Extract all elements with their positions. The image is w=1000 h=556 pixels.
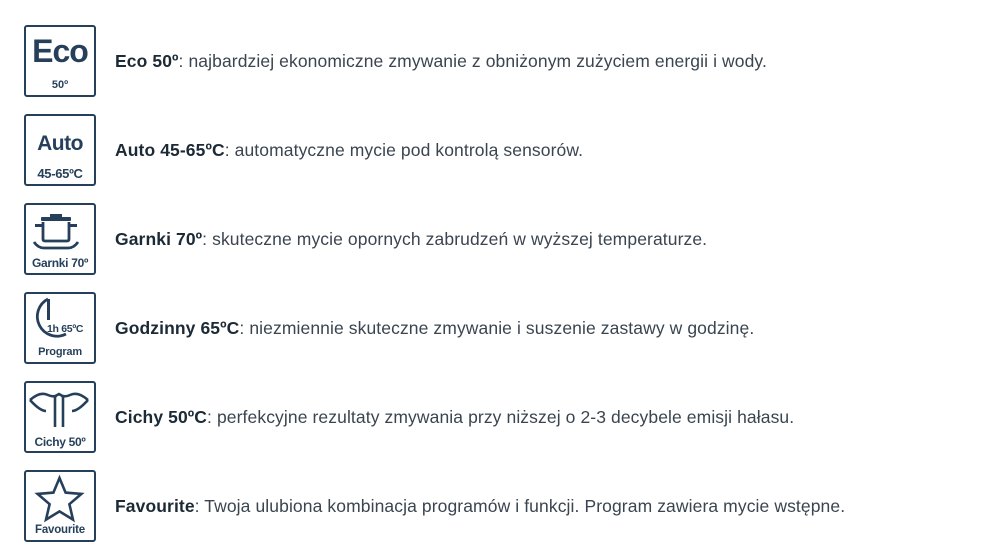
icon-small-label: 45-65ºC (37, 166, 83, 181)
program-text: najbardziej ekonomiczne zmywanie z obniżonym zużyciem energii i wody. (188, 51, 767, 71)
program-separator: : (194, 496, 205, 516)
program-text: Twoja ulubiona kombinacja programów i funkcji. Program zawiera mycie wstępne. (204, 496, 846, 516)
program-name: Godzinny 65ºC (115, 318, 240, 338)
clock-icon (24, 292, 96, 364)
pot-icon (24, 203, 96, 275)
eco-icon (24, 25, 96, 97)
program-description (115, 140, 583, 161)
icon-small-label: 50º (51, 79, 69, 91)
program-row-auto (24, 114, 984, 190)
icon-big-label: Auto (37, 132, 83, 155)
program-separator: : (202, 229, 213, 249)
program-name: Cichy 50ºC (115, 407, 208, 427)
program-description (115, 407, 794, 428)
icon-big-label: Eco (32, 33, 88, 69)
program-name: Eco 50º (115, 51, 179, 71)
silence-icon (24, 381, 96, 453)
program-separator: : (239, 318, 250, 338)
program-separator: : (207, 407, 217, 427)
program-name: Auto 45-65ºC (115, 140, 225, 160)
program-row-favourite (24, 470, 984, 546)
program-description (115, 229, 707, 250)
program-text: skuteczne mycie opornych zabrudzeń w wyższej temperaturze. (212, 229, 708, 249)
icon-small-label: Favourite (35, 524, 85, 536)
program-description (115, 51, 767, 72)
program-text: niezmiennie skuteczne zmywanie i suszenie zastawy w godzinę. (249, 318, 755, 338)
program-row-eco (24, 25, 984, 101)
program-name: Garnki 70º (115, 229, 203, 249)
program-description (115, 496, 845, 517)
program-text: perfekcyjne rezultaty zmywania przy niższej o 2-3 decybele emisji hałasu. (216, 407, 795, 427)
program-text: automatyczne mycie pod kontrolą sensorów. (234, 140, 584, 160)
icon-mid-label: 1h 65ºC (47, 323, 84, 335)
program-separator: : (178, 51, 189, 71)
program-name: Favourite (115, 496, 195, 516)
auto-icon (24, 114, 96, 186)
icon-small-label: Cichy 50º (34, 435, 86, 449)
icon-small-label: Garnki 70º (31, 256, 89, 270)
icon-small-label: Program (38, 346, 82, 358)
program-row-godzinny (24, 292, 984, 368)
program-row-cichy (24, 381, 984, 457)
program-description (115, 318, 754, 339)
star-icon (24, 470, 96, 542)
program-separator: : (224, 140, 235, 160)
program-row-garnki (24, 203, 984, 279)
